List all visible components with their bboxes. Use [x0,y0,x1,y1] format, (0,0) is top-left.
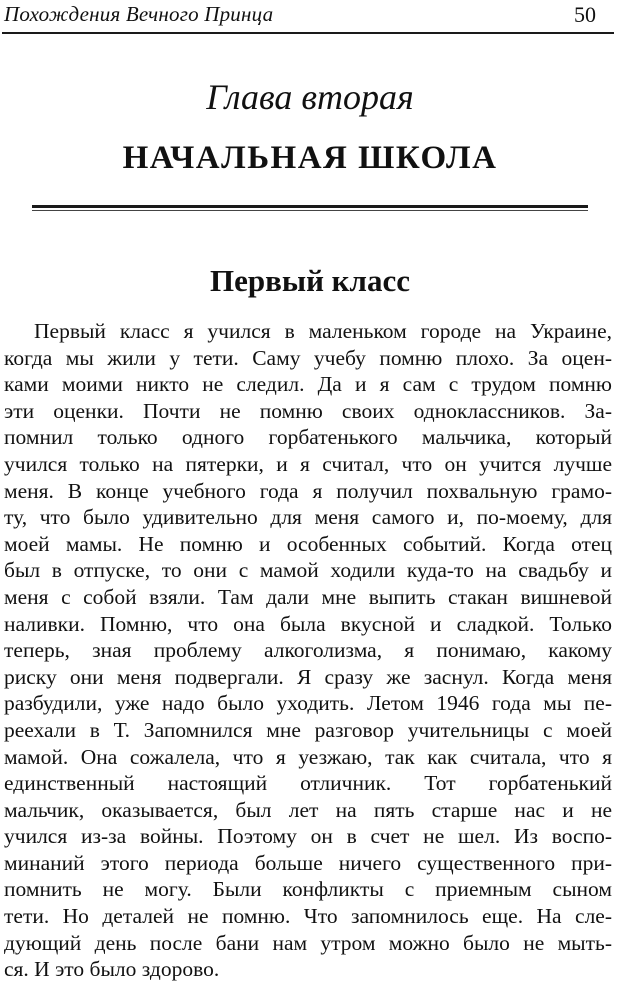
text-line: учился из-за войны. Поэтому он в счет не шел. Из воспо- [4,824,612,849]
text-line: риску они меня подвергали. Я сразу же заснул. Когда меня [4,664,612,689]
text-line: минаний этого периода больше ничего существенного при- [4,850,612,875]
text-line: ся. И это было здорово. [4,957,220,982]
text-line: реехали в Т. Запомнился мне разговор учительницы с моей [4,717,612,742]
text-line: разбудили, уже надо было уходить. Летом 1946 года мы пе- [4,691,612,716]
text-line: помнить не могу. Были конфликты с приемным сыном [4,877,612,902]
running-header [0,0,620,36]
header-rule [2,32,614,34]
section-title: Первый класс [210,263,410,298]
text-line: учился только на пятерки, и я считал, что он учится лучше [4,451,612,476]
chapter-title: НАЧАЛЬНАЯ ШКОЛА [122,140,498,176]
text-line: наливки. Помню, что она была вкусной и сладкой. Только [4,611,612,636]
chapter-divider-thin [32,210,588,211]
book-title: Похождения Вечного Принца [4,2,274,26]
text-line: эти оценки. Почти не помню своих одноклассников. За- [4,398,612,423]
text-line: ками моими никто не следил. Да и я сам с трудом помню [4,372,612,397]
text-line: мальчик, оказывается, был лет на пять старше нас и не [4,797,612,822]
text-line: ту, что было удивительно для меня самого и, по-моему, для [4,505,612,530]
text-line: единственный настоящий отличник. Тот горбатенький [4,771,612,796]
text-line: помнил только одного горбатенького мальчика, который [4,425,612,450]
page-number: 50 [574,2,596,27]
text-line: дующий день после бани нам утром можно было не мыть- [4,930,612,955]
chapter-number: Глава вторая [206,77,414,117]
text-line: Первый класс я учился в маленьком городе на Украине, [34,319,612,343]
text-line: теперь, зная проблему алкоголизма, я понимаю, какому [4,638,612,663]
text-line: тети. Но деталей не помню. Что запомнилось еще. На сле- [4,904,612,929]
text-line: мамой. Она сожалела, что я уезжаю, так как считала, что я [4,744,612,769]
text-line: меня с собой взяли. Там дали мне выпить стакан вишневой [4,584,612,609]
chapter-divider [32,205,588,208]
text-line: меня. В конце учебного года я получил похвальную грамо- [4,478,612,503]
text-line: когда мы жили у тети. Саму учебу помню плохо. За оцен- [4,345,612,370]
text-line: моей мамы. Не помню и особенных событий. Когда отец [4,531,612,556]
text-line: был в отпуске, то они с мамой ходили куда-то на свадьбу и [4,558,612,583]
body-paragraph [4,318,612,983]
